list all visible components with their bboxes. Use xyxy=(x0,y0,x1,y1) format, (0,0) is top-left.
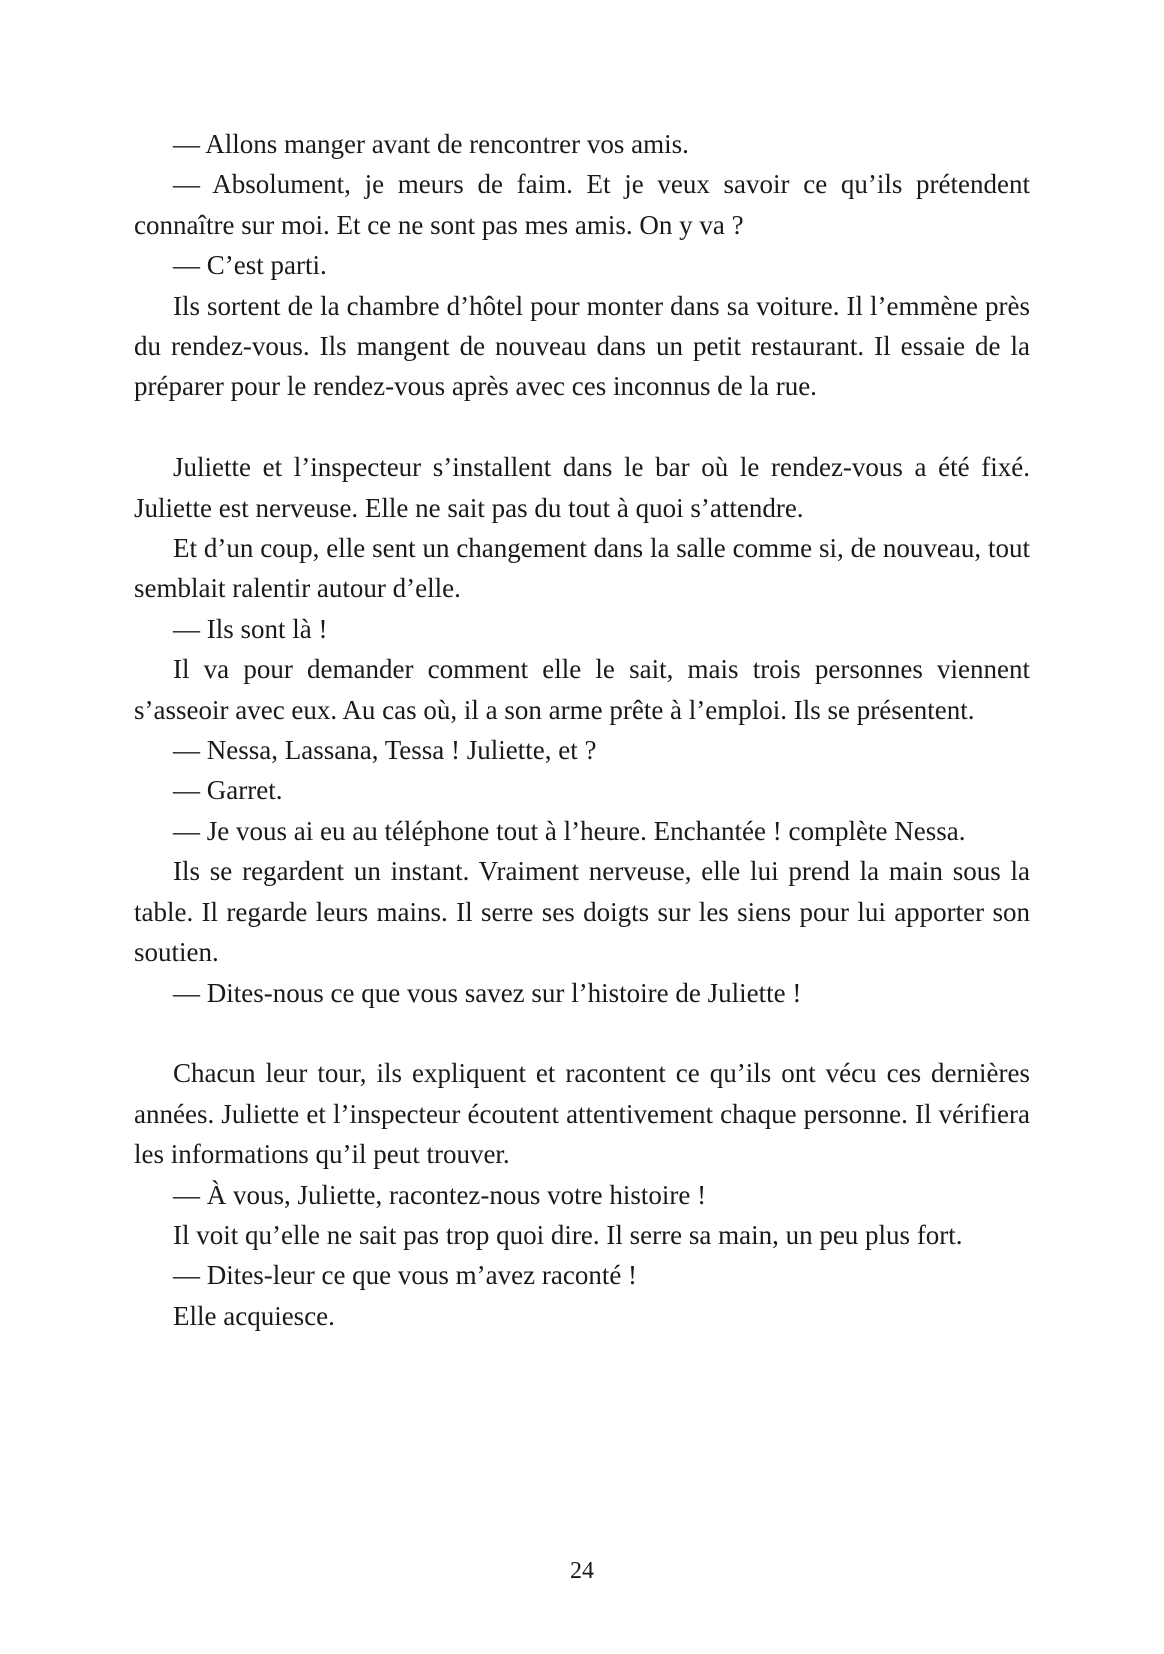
dialogue-line: — Nessa, Lassana, Tessa ! Juliette, et ? xyxy=(173,735,597,766)
page-number: 24 xyxy=(570,1558,594,1584)
section-break xyxy=(134,407,1030,447)
dialogue-line: — À vous, Juliette, racontez-nous votre histoire ! xyxy=(173,1179,707,1210)
dialogue-line: — Dites-nous ce que vous savez sur l’histoire de Juliette ! xyxy=(173,977,802,1008)
paragraph: Ils se regardent un instant. Vraiment nerveuse, elle lui prend la main sous la table. Il regarde leurs mains. Il serre ses doigts sur les siens pour lui apporter son soutien. xyxy=(134,856,1030,968)
paragraph: Ils sortent de la chambre d’hôtel pour monter dans sa voiture. Il l’emmène près du rendez-vous. Ils mangent de nouveau dans un petit restaurant. Il essaie de la préparer pour le rendez-vous après avec ces inconnus de la rue. xyxy=(134,290,1030,402)
dialogue-line: — C’est parti. xyxy=(173,250,327,281)
page-body xyxy=(134,124,1030,1336)
section-break xyxy=(134,1013,1030,1053)
dialogue-line: — Dites-leur ce que vous m’avez raconté ! xyxy=(173,1260,638,1291)
paragraph: Et d’un coup, elle sent un changement dans la salle comme si, de nouveau, tout semblait ralentir autour d’elle. xyxy=(134,533,1030,604)
dialogue-line: — Allons manger avant de rencontrer vos amis. xyxy=(173,129,689,159)
dialogue-line: — Garret. xyxy=(173,775,283,806)
paragraph: Il voit qu’elle ne sait pas trop quoi dire. Il serre sa main, un peu plus fort. xyxy=(173,1219,963,1250)
paragraph: Elle acquiesce. xyxy=(173,1300,335,1331)
dialogue-line: — Ils sont là ! xyxy=(173,613,328,644)
paragraph: Juliette et l’inspecteur s’installent dans le bar où le rendez-vous a été fixé. Juliette est nerveuse. Elle ne sait pas du tout à quoi s’attendre. xyxy=(134,452,1030,523)
paragraph: Chacun leur tour, ils expliquent et racontent ce qu’ils ont vécu ces dernières années. Juliette et l’inspecteur écoutent attentivement chaque personne. Il vérifiera les informations qu’il peut trouver. xyxy=(134,1058,1030,1170)
dialogue-line: — Je vous ai eu au téléphone tout à l’heure. Enchantée ! complète Nessa. xyxy=(173,815,966,846)
paragraph: Il va pour demander comment elle le sait, mais trois personnes viennent s’asseoir avec eux. Au cas où, il a son arme prête à l’emploi. Ils se présentent. xyxy=(134,654,1030,725)
dialogue-line: — Absolument, je meurs de faim. Et je veux savoir ce qu’ils prétendent connaître sur moi. Et ce ne sont pas mes amis. On y va ? xyxy=(134,169,1030,240)
